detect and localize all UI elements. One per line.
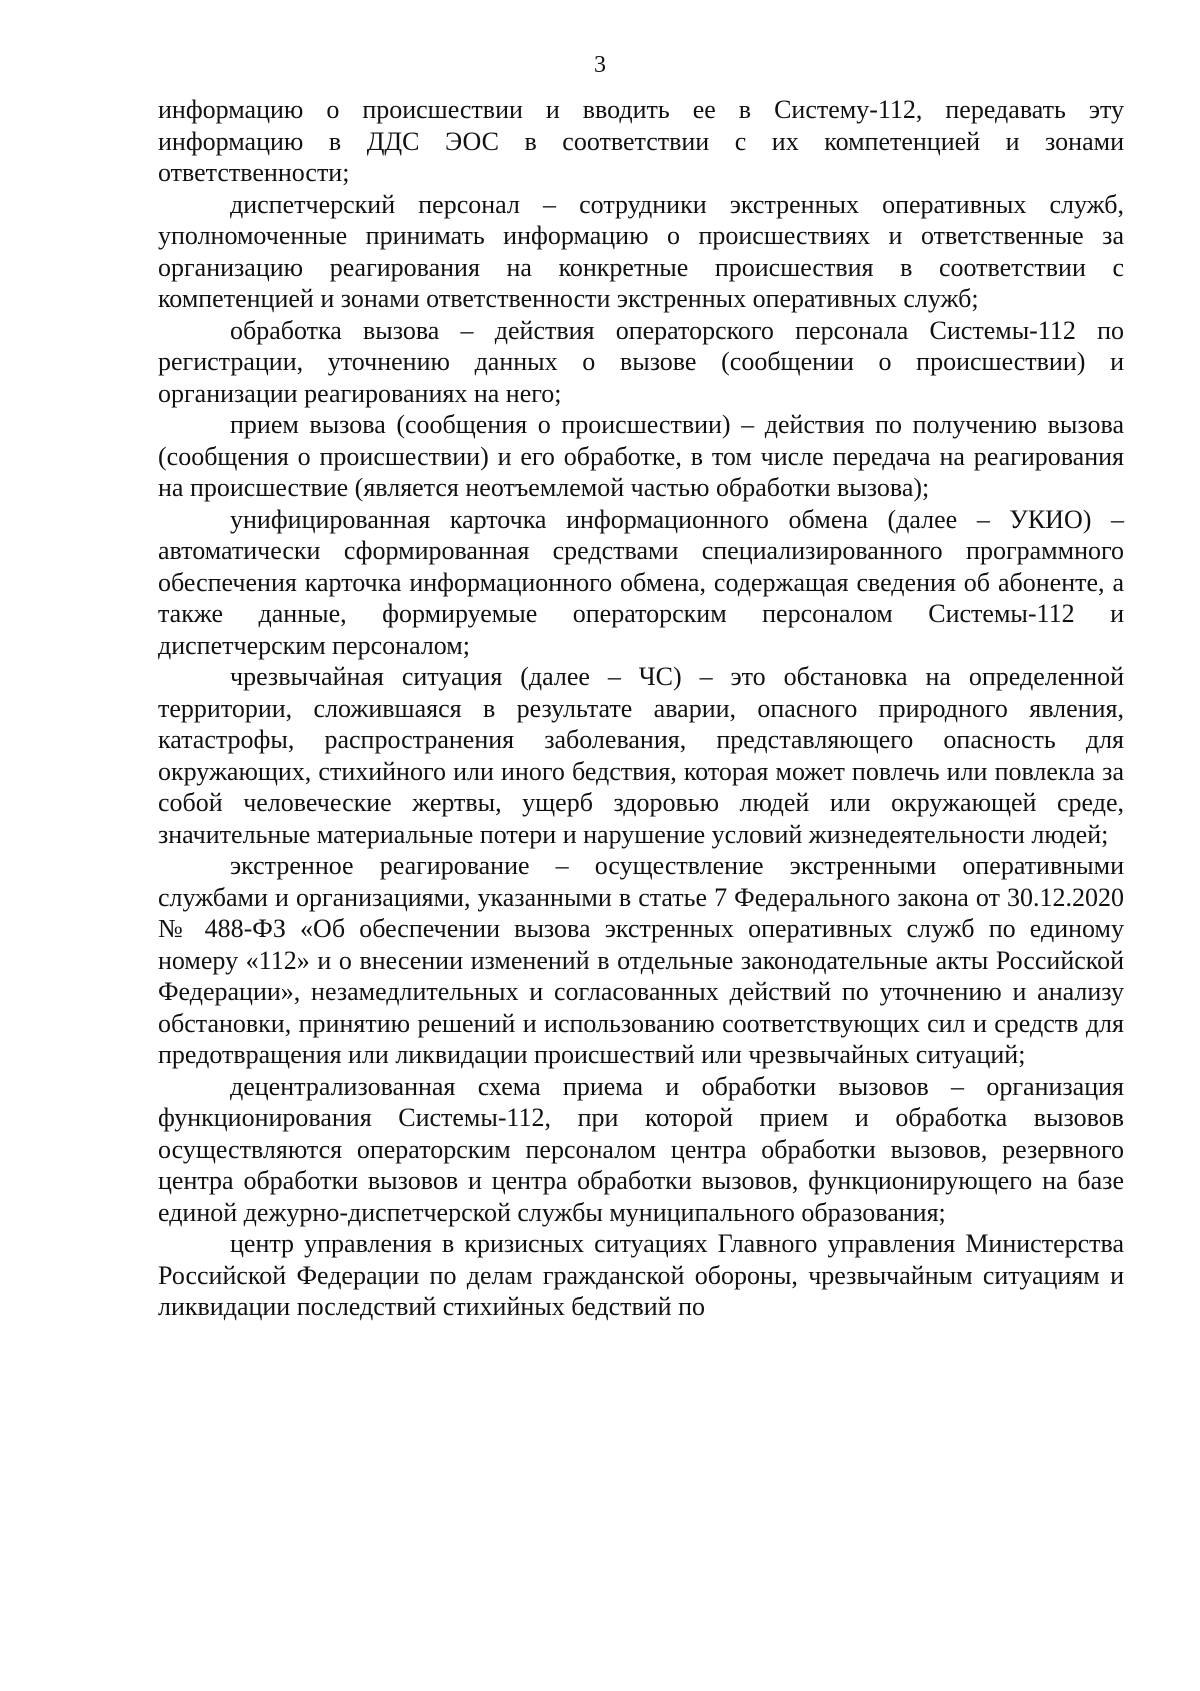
paragraph-dispatch-personnel: диспетчерский персонал – сотрудники экстренных оперативных служб, уполномоченные принимать информацию о происшествиях и ответственные за организацию реагирования на конкретные происшествия в соответствии с компетенцией и зонами ответственности экстренных оперативных служб; — [158, 189, 1124, 313]
paragraph-emergency-situation: чрезвычайная ситуация (далее – ЧС) – это обстановка на определенной территории, сложившаяся в результате аварии, опасного природного явления, катастрофы, распространения заболевания, представляющего опасность для окружающих, стихийного или иного бедствия, которая может повлечь или повлекла за собой человеческие жертвы, ущерб здоровью людей или окружающей среде, значительные материальные потери и нарушение условий жизнедеятельности людей; — [158, 662, 1124, 849]
paragraph-emergency-response: экстренное реагирование – осуществление экстренными оперативными службами и организациями, указанными в статье 7 Федерального закона от 30.12.2020 № 488-ФЗ «Об обеспечении вызова экстренных оперативных служб по единому номеру «112» и о внесении изменений в отдельные законодательные акты Российской Федерации», незамедлительных и согласованных действий по уточнению и анализу обстановки, принятию решений и использованию соответствующих сил и средств для предотвращения или ликвидации происшествий или чрезвычайных ситуаций; — [158, 851, 1124, 1069]
paragraph-call-processing: обработка вызова – действия операторского персонала Системы-112 по регистрации, уточнению данных о вызове (сообщении о происшествии) и организации реагированиях на него; — [158, 315, 1124, 408]
page-number: 3 — [594, 52, 606, 78]
paragraph-ukio: унифицированная карточка информационного обмена (далее – УКИО) – автоматически сформированная средствами специализированного программного обеспечения карточка информационного обмена, содержащая сведения об абоненте, а также данные, формируемые операторским персоналом Системы-112 и диспетчерским персоналом; — [158, 504, 1124, 660]
paragraph-continuation: информацию о происшествии и вводить ее в Систему-112, передавать эту информацию в ДДС ЭОС в соответствии с их компетенцией и зонами ответственности; — [158, 95, 1124, 187]
paragraph-call-reception: прием вызова (сообщения о происшествии) – действия по получению вызова (сообщения о происшествии) и его обработке, в том числе передача на реагирования на происшествие (является неотъемлемой частью обработки вызова); — [158, 410, 1124, 502]
document-body — [158, 94, 1124, 1323]
paragraph-decentralized-scheme: децентрализованная схема приема и обработки вызовов – организация функционирования Системы-112, при которой прием и обработка вызовов осуществляются операторским персоналом центра обработки вызовов, резервного центра обработки вызовов и центра обработки вызовов, функционирующего на базе единой дежурно-диспетчерской службы муниципального образования; — [158, 1071, 1124, 1227]
paragraph-crisis-center: центр управления в кризисных ситуациях Главного управления Министерства Российской Федерации по делам гражданской обороны, чрезвычайным ситуациям и ликвидации последствий стихийных бедствий по — [158, 1229, 1124, 1321]
